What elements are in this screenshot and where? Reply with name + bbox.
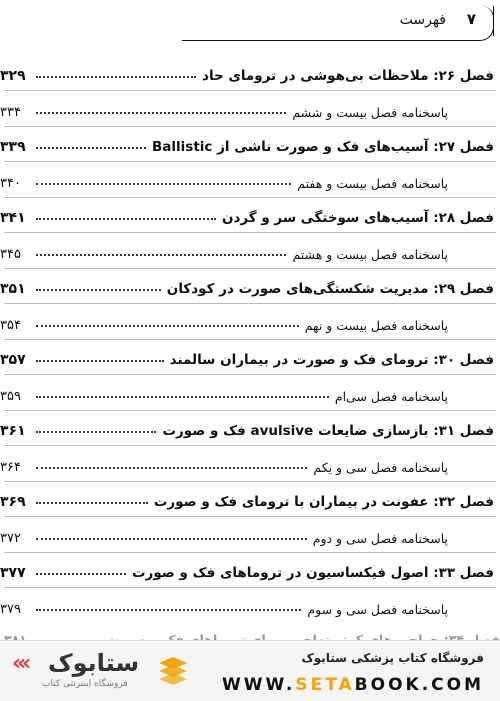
row-divider	[4, 339, 496, 340]
toc-answer-row[interactable]	[0, 167, 500, 191]
row-divider	[4, 303, 496, 304]
toc-entry-title: فصل ۳۱: بازسازی ضایعات avulsive فک و صورت	[162, 423, 494, 439]
toc-entry-title: پاسخنامه فصل بیست و ششم	[292, 104, 448, 120]
toc-answer-row[interactable]	[0, 593, 500, 617]
toc-answer-row[interactable]	[0, 522, 500, 546]
page-number: ۷	[466, 10, 476, 28]
store-footer	[0, 640, 500, 701]
toc-entry-title: پاسخنامه فصل سی‌ام	[334, 388, 448, 404]
store-logo[interactable]	[12, 649, 182, 695]
page-title: فهرست	[399, 12, 446, 28]
dot-leader	[36, 254, 286, 256]
url-suffix: BOOK.COM	[354, 675, 484, 695]
toc-entry-title: پاسخنامه فصل سی و دوم	[312, 530, 448, 546]
row-divider	[4, 552, 496, 553]
dot-leader	[36, 502, 148, 504]
toc-entry-page: ۳۲۹	[0, 68, 26, 84]
toc-entry-title: فصل ۲۸: آسیب‌های سوختگی سر و گردن	[221, 210, 494, 226]
toc-entry-title: پاسخنامه فصل سی و یکم	[313, 459, 448, 475]
toc-chapter-row[interactable]	[0, 273, 500, 297]
row-divider	[4, 516, 496, 517]
store-url[interactable]	[222, 675, 484, 695]
header-rule	[182, 40, 344, 41]
toc-entry-page: ۳۳۴	[0, 104, 21, 120]
row-divider	[4, 410, 496, 411]
toc-entry-title: فصل ۳۰: ترومای فک و صورت در بیماران سالمند	[169, 352, 494, 368]
toc-chapter-row[interactable]	[0, 344, 500, 368]
toc-chapter-row[interactable]	[0, 131, 500, 155]
toc-chapter-row[interactable]	[0, 415, 500, 439]
toc-entry-page: ۳۴۰	[0, 175, 21, 191]
dot-leader	[36, 112, 286, 114]
row-divider	[4, 587, 496, 588]
toc-entry-page: ۳۵۹	[0, 388, 21, 404]
toc-answer-row[interactable]	[0, 238, 500, 262]
toc-entry-title: فصل ۲۹: مدیریت شکستگی‌های صورت در کودکان	[166, 281, 494, 297]
toc-entry-page: ۳۵۴	[0, 317, 21, 333]
toc-answer-row[interactable]	[0, 380, 500, 404]
toc-entry-title: پاسخنامه فصل بیست و هشتم	[292, 246, 448, 262]
toc-chapter-row[interactable]	[0, 557, 500, 581]
toc-entry-page: ۳۷۲	[0, 530, 21, 546]
url-highlight: SETA	[295, 675, 355, 695]
toc-entry-title: پاسخنامه فصل بیست و نهم	[304, 317, 448, 333]
dot-leader	[36, 573, 126, 575]
dot-leader	[36, 609, 301, 611]
logo-word: ستابوک	[48, 649, 140, 677]
toc-entry-title: فصل ۲۶: ملاحظات بی‌هوشی در ترومای حاد	[202, 68, 494, 84]
row-divider	[4, 126, 496, 127]
toc-entry-page: ۳۵۷	[0, 352, 26, 368]
dot-leader	[36, 325, 299, 327]
logo-subtitle: فروشگاه اینترنتی کتاب	[42, 679, 128, 689]
toc-entry-page: ۳۷۹	[0, 601, 21, 617]
toc-entry-page: ۳۶۴	[0, 459, 21, 475]
toc-answer-row[interactable]	[0, 451, 500, 475]
toc-entry-title: فصل ۲۷: آسیب‌های فک و صورت ناشی از Ballistic	[152, 139, 494, 155]
row-divider	[4, 481, 496, 482]
toc-answer-row[interactable]	[0, 309, 500, 333]
arrows-icon: ‹‹‹	[12, 651, 28, 676]
url-prefix: WWW.	[222, 675, 296, 695]
toc-entry-page: ۳۴۵	[0, 246, 21, 262]
toc-entry-page: ۳۷۷	[0, 565, 26, 581]
toc-chapter-row[interactable]	[0, 486, 500, 510]
toc-entry-page: ۳۶۹	[0, 494, 26, 510]
dot-leader	[36, 76, 196, 78]
dot-leader	[36, 360, 164, 362]
row-divider	[4, 161, 496, 162]
toc-entry-title: فصل ۳۳: اصول فیکساسیون در تروماهای فک و صورت	[131, 565, 494, 581]
row-divider	[4, 197, 496, 198]
dot-leader	[36, 183, 291, 185]
dot-leader	[36, 289, 161, 291]
toc-entry-page: ۳۵۱	[0, 281, 26, 297]
row-divider	[4, 268, 496, 269]
toc-entry-title: پاسخنامه فصل بیست و هفتم	[297, 175, 448, 191]
dot-leader	[36, 396, 329, 398]
dot-leader	[36, 147, 146, 149]
toc-chapter-row[interactable]	[0, 202, 500, 226]
store-name: فروشگاه کتاب پزشکی ستابوک	[301, 651, 484, 665]
row-divider	[4, 90, 496, 91]
toc-answer-row[interactable]	[0, 96, 500, 120]
row-divider	[4, 232, 496, 233]
dot-leader	[36, 218, 216, 220]
dot-leader	[36, 431, 156, 433]
page-header	[6, 4, 494, 44]
dot-leader	[36, 467, 307, 469]
toc-entry-title: فصل ۳۲: عفونت در بیماران با ترومای فک و صورت	[153, 494, 494, 510]
books-icon	[155, 655, 191, 695]
row-divider	[4, 374, 496, 375]
row-divider	[4, 445, 496, 446]
toc-entry-title: پاسخنامه فصل سی و سوم	[307, 601, 448, 617]
toc-chapter-row[interactable]	[0, 60, 500, 84]
dot-leader	[36, 538, 307, 540]
toc-entry-page: ۳۶۱	[0, 423, 26, 439]
toc-entry-page: ۳۴۱	[0, 210, 26, 226]
toc-entry-page: ۳۳۹	[0, 139, 26, 155]
